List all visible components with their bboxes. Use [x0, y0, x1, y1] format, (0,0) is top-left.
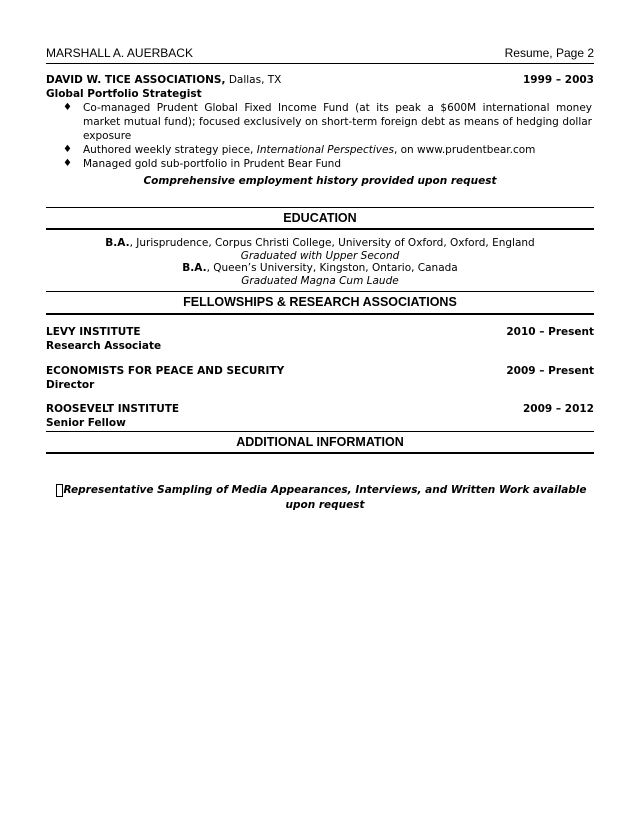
header-rule — [46, 63, 594, 64]
degree-detail: , Queen’s University, Kingston, Ontario, Canada — [206, 262, 458, 274]
fellowship-role-row — [46, 416, 594, 430]
fellowships-heading: FELLOWSHIPS & RESEARCH ASSOCIATIONS — [183, 295, 457, 309]
job-bullet-item — [46, 143, 594, 157]
degree-detail: , Jurisprudence, Corpus Christi College, University of Oxford, Oxford, England — [129, 237, 535, 249]
job-bullet-item — [46, 101, 594, 143]
additional-item-line: upon request — [285, 499, 365, 511]
job-heading-row — [46, 73, 594, 87]
education-block — [46, 237, 594, 287]
employment-history-note: Comprehensive employment history provided upon request — [143, 175, 497, 187]
fellowship-heading-row — [46, 364, 594, 378]
job-location: Dallas, TX — [225, 74, 282, 86]
heading-underline — [46, 228, 594, 230]
fellowship-role-row — [46, 339, 594, 353]
fellowship-role: Senior Fellow — [46, 417, 126, 429]
diamond-bullet-icon: ♦ — [63, 144, 72, 155]
education-heading: EDUCATION — [283, 211, 357, 225]
degree-line — [46, 262, 594, 275]
additional-item — [56, 483, 594, 513]
fellowship-heading-row — [46, 325, 594, 339]
fellowship-role: Research Associate — [46, 340, 162, 352]
job-company-line — [46, 73, 281, 87]
header-name: MARSHALL A. AUERBACK — [46, 46, 193, 60]
job-bullet-text: Managed gold sub-portfolio in Prudent Bear Fund — [83, 158, 341, 170]
degree-honor: Graduated with Upper Second — [240, 249, 400, 262]
fellowship-heading-row — [46, 402, 594, 416]
degree-line — [46, 237, 594, 250]
job-bullet-emphasis: International Perspectives — [256, 144, 394, 156]
fellowship-entry — [46, 364, 594, 392]
degree-honor: Graduated Magna Cum Laude — [241, 274, 399, 287]
job-company: DAVID W. TICE ASSOCIATIONS, — [46, 74, 226, 86]
fellowship-dates: 2009 – 2012 — [522, 403, 594, 415]
job-bullet-list — [46, 101, 594, 171]
additional-item-line: Representative Sampling of Media Appearances, Interviews, and Written Work available — [63, 484, 587, 496]
fellowship-org: ECONOMISTS FOR PEACE AND SECURITY — [46, 365, 285, 377]
fellowship-role: Director — [46, 379, 95, 391]
fellowship-entry — [46, 325, 594, 353]
heading-underline — [46, 313, 594, 315]
fellowship-dates: 2009 – Present — [506, 365, 594, 377]
heading-underline — [46, 452, 594, 454]
job-bullet-text-post: , on www.prudentbear.com — [393, 144, 536, 156]
header-page-label: Resume, Page 2 — [504, 46, 594, 60]
fellowship-entry — [46, 402, 594, 430]
additional-heading: ADDITIONAL INFORMATION — [236, 435, 404, 449]
job-bullet-text-pre: Authored weekly strategy piece, — [83, 144, 257, 156]
fellowship-org: LEVY INSTITUTE — [46, 326, 141, 338]
job-entry — [46, 73, 594, 171]
fellowship-dates: 2010 – Present — [506, 326, 594, 338]
fellowship-org: ROOSEVELT INSTITUTE — [46, 403, 180, 415]
job-bullet-text: Co-managed Prudent Global Fixed Income Fund (at its peak a $600M international money market mutual fund); focused exclusively on short-term foreign debt as means of hedging dollar exposure — [83, 102, 592, 142]
job-title: Global Portfolio Strategist — [46, 88, 202, 100]
diamond-bullet-icon: ♦ — [63, 102, 72, 113]
job-dates: 1999 – 2003 — [522, 74, 594, 86]
section-rule — [46, 207, 594, 208]
diamond-bullet-icon: ♦ — [63, 158, 72, 169]
fellowship-role-row — [46, 378, 594, 392]
section-rule — [46, 431, 594, 432]
checkbox-icon — [56, 484, 63, 497]
job-title-row — [46, 87, 594, 101]
degree-name: B.A. — [182, 262, 207, 274]
section-rule — [46, 291, 594, 292]
degree-name: B.A. — [105, 237, 130, 249]
running-header — [46, 46, 594, 62]
job-bullet-item — [46, 157, 594, 171]
